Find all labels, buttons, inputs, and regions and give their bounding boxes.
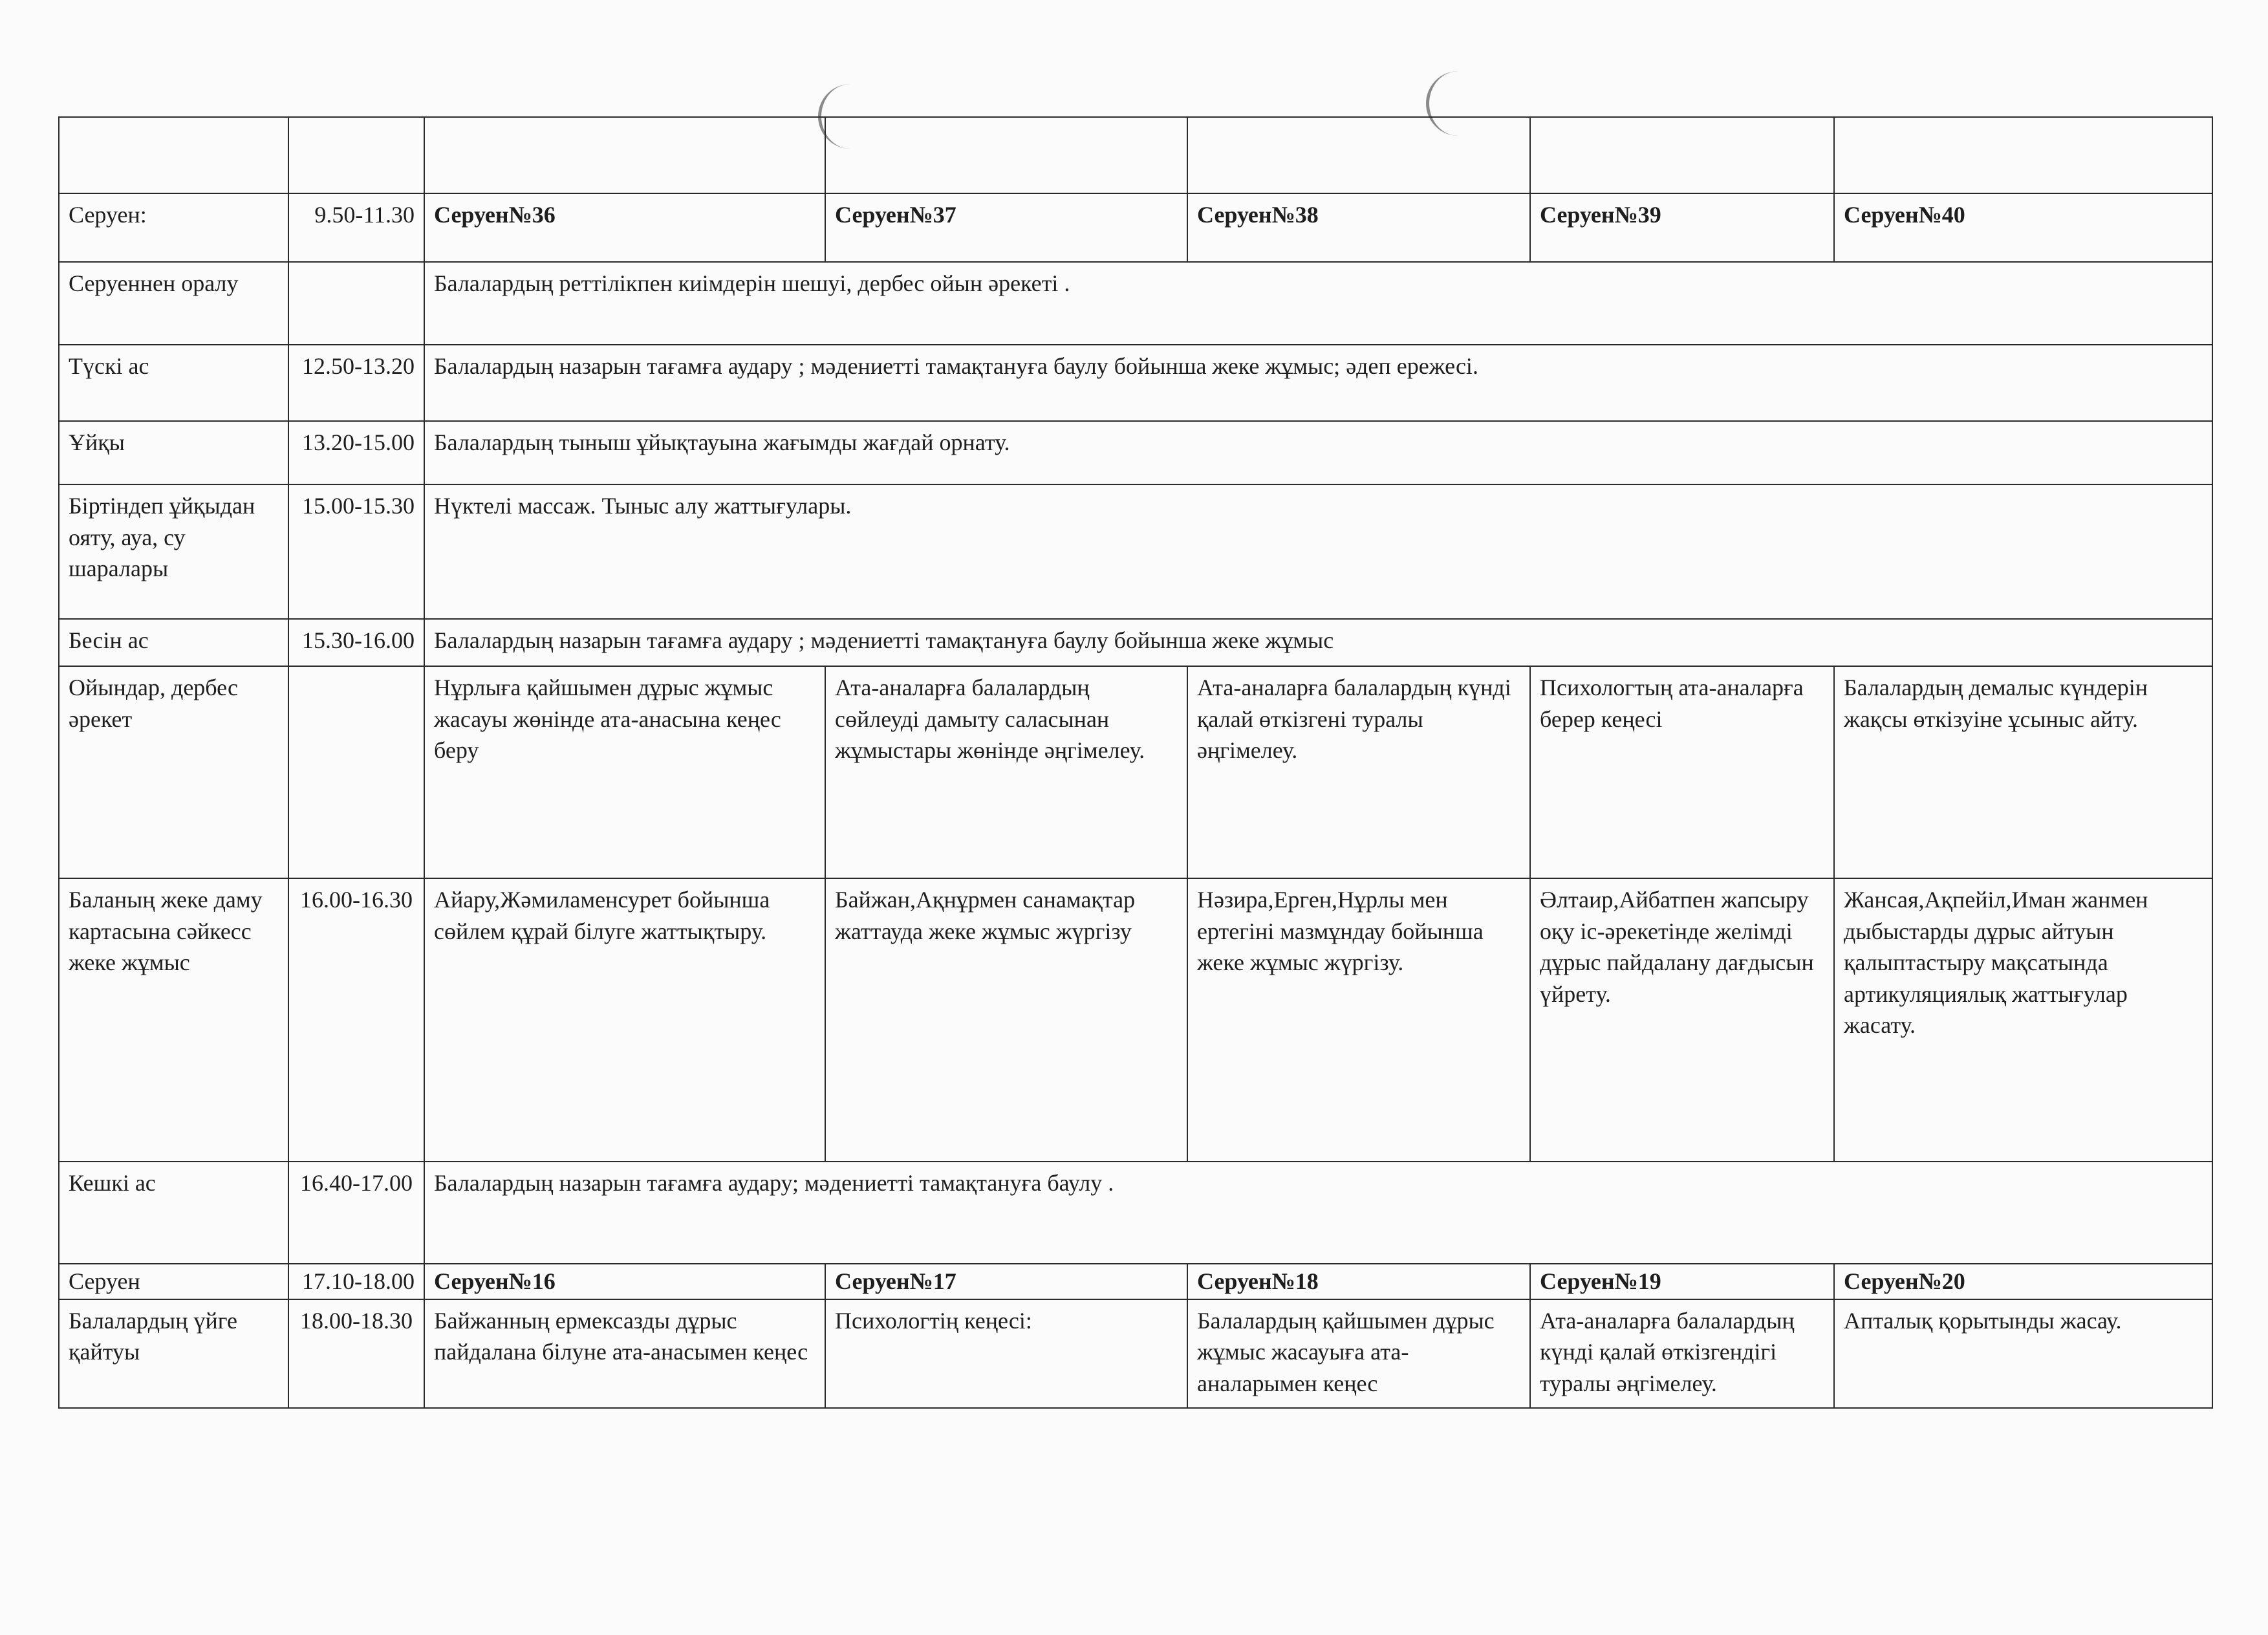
games-item: Нұрлыға қайшымен дұрыс жұмыс жасауы жөнінде ата-анасына кеңес беру: [424, 666, 825, 878]
walk-label: Серуен:: [59, 193, 288, 262]
sleep-text: Балалардың тыныш ұйықтауына жағымды жағдай орнату.: [424, 421, 2212, 484]
evening-walk-label: Серуен: [59, 1264, 288, 1299]
evening-walk-item: Серуен№16: [424, 1264, 825, 1299]
walk-item: Серуен№36: [424, 193, 825, 262]
wake-time: 15.00-15.30: [288, 484, 424, 619]
walk-row: [59, 193, 2212, 262]
evening-walk-item: Серуен№19: [1530, 1264, 1834, 1299]
supper-time: 16.40-17.00: [288, 1162, 424, 1264]
going-home-row: [59, 1299, 2212, 1408]
walk-time: 9.50-11.30: [288, 193, 424, 262]
individual-item: Байжан,Ақнұрмен санамақтар жаттауда жеке жұмыс жүргізу: [825, 878, 1187, 1162]
games-item: Психологтың ата-аналарға берер кеңесі: [1530, 666, 1834, 878]
home-item: Байжанның ермексазды дұрыс пайдалана білуне ата-анасымен кеңес: [424, 1299, 825, 1408]
supper-text: Балалардың назарын тағамға аудару; мәдениетті тамақтануға баулу .: [424, 1162, 2212, 1264]
games-item: Ата-аналарға балалардың сөйлеуді дамыту саласынан жұмыстары жөнінде әңгімелеу.: [825, 666, 1187, 878]
walk-item: Серуен№39: [1530, 193, 1834, 262]
home-item: Балалардың қайшымен дұрыс жұмыс жасауыға ата-аналарымен кеңес: [1187, 1299, 1530, 1408]
sleep-time: 13.20-15.00: [288, 421, 424, 484]
games-item: Ата-аналарға балалардың күнді қалай өткізгені туралы әңгімелеу.: [1187, 666, 1530, 878]
snack-row: [59, 619, 2212, 666]
snack-label: Бесін ас: [59, 619, 288, 666]
sleep-label: Ұйқы: [59, 421, 288, 484]
supper-label: Кешкі ас: [59, 1162, 288, 1264]
sleep-row: [59, 421, 2212, 484]
empty-header-row: [59, 117, 2212, 193]
snack-text: Балалардың назарын тағамға аудару ; мәдениетті тамақтануға баулу бойынша жеке жұмыс: [424, 619, 2212, 666]
walk-item: Серуен№40: [1834, 193, 2212, 262]
walk-item: Серуен№37: [825, 193, 1187, 262]
home-item: Ата-аналарға балалардың күнді қалай өткізгендігі туралы әңгімелеу.: [1530, 1299, 1834, 1408]
evening-walk-item: Серуен№18: [1187, 1264, 1530, 1299]
return-walk-text: Балалардың реттілікпен киімдерін шешуі, дербес ойын әрекеті .: [424, 262, 2212, 345]
evening-walk-item: Серуен№17: [825, 1264, 1187, 1299]
home-item: Психологтің кеңесі:: [825, 1299, 1187, 1408]
lunch-row: [59, 345, 2212, 421]
wake-row: [59, 484, 2212, 619]
lunch-text: Балалардың назарын тағамға аудару ; мәдениетті тамақтануға баулу бойынша жеке жұмыс; әдеп ережесі.: [424, 345, 2212, 421]
games-item: Балалардың демалыс күндерін жақсы өткізуіне ұсыныс айту.: [1834, 666, 2212, 878]
lunch-label: Түскі ас: [59, 345, 288, 421]
wake-text: Нүктелі массаж. Тыныс алу жаттығулары.: [424, 484, 2212, 619]
snack-time: 15.30-16.00: [288, 619, 424, 666]
home-label: Балалардың үйге қайтуы: [59, 1299, 288, 1408]
home-time: 18.00-18.30: [288, 1299, 424, 1408]
individual-label: Баланың жеке даму картасына сәйкеcс жеке жұмыс: [59, 878, 288, 1162]
evening-walk-time: 17.10-18.00: [288, 1264, 424, 1299]
individual-work-row: [59, 878, 2212, 1162]
individual-item: Әлтаир,Айбатпен жапсыру оқу іс-әрекетінде желімді дұрыс пайдалану дағдысын үйрету.: [1530, 878, 1834, 1162]
return-walk-row: [59, 262, 2212, 345]
individual-item: Нәзира,Ерген,Нұрлы мен ертегіні мазмұндау бойынша жеке жұмыс жүргізу.: [1187, 878, 1530, 1162]
home-item: Апталық қорытынды жасау.: [1834, 1299, 2212, 1408]
evening-walk-row: [59, 1264, 2212, 1299]
lunch-time: 12.50-13.20: [288, 345, 424, 421]
individual-time: 16.00-16.30: [288, 878, 424, 1162]
daily-schedule-table: [58, 116, 2213, 1409]
walk-item: Серуен№38: [1187, 193, 1530, 262]
evening-walk-item: Серуен№20: [1834, 1264, 2212, 1299]
games-row: [59, 666, 2212, 878]
supper-row: [59, 1162, 2212, 1264]
wake-label: Біртіндеп ұйқыдан ояту, ауа, су шаралары: [59, 484, 288, 619]
individual-item: Жансая,Ақпейіл,Иман жанмен дыбыстарды дұрыс айтуын қалыптастыру мақсатында артикуляциялық жаттығулар жасату.: [1834, 878, 2212, 1162]
games-label: Ойындар, дербес әрекет: [59, 666, 288, 878]
return-walk-label: Серуеннен оралу: [59, 262, 288, 345]
individual-item: Айару,Жәмиламенсурет бойынша сөйлем құрай білуге жаттықтыру.: [424, 878, 825, 1162]
